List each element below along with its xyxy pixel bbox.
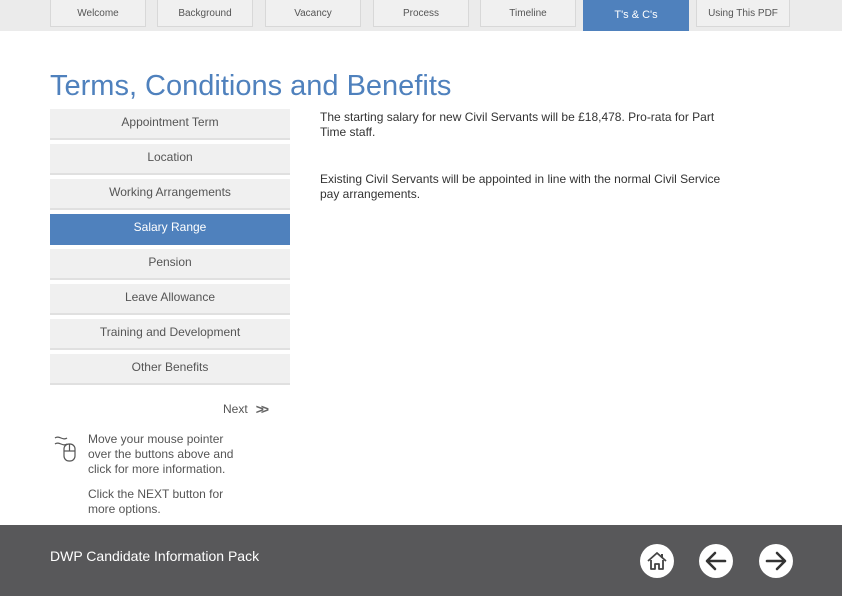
forward-button[interactable] [759,544,793,578]
arrow-left-icon [703,548,729,574]
top-navigation-bar [0,0,842,31]
next-hint-text: Click the NEXT button for more options. [88,487,224,516]
tab-timeline[interactable]: Timeline [480,0,576,27]
home-icon [644,548,670,574]
page-title: Terms, Conditions and Benefits [50,70,452,102]
mouse-hint-text: Move your mouse pointer over the buttons above and click for more information. [88,432,234,476]
menu-item-salary-range[interactable]: Salary Range [50,214,290,245]
salary-paragraph-2: Existing Civil Servants will be appointed in line with the normal Civil Service pay arrangements. [320,172,721,201]
arrow-right-icon [763,548,789,574]
tab-ts-and-cs[interactable]: T's & C's [583,0,689,31]
home-button[interactable] [640,544,674,578]
back-button[interactable] [699,544,733,578]
tab-background[interactable]: Background [157,0,253,27]
menu-item-other-benefits[interactable]: Other Benefits [50,354,290,385]
menu-item-appointment-term[interactable]: Appointment Term [50,109,290,140]
next-label: Next [223,402,248,416]
tab-process[interactable]: Process [373,0,469,27]
footer-title: DWP Candidate Information Pack [50,548,260,564]
mouse-icon [53,434,79,464]
menu-item-pension[interactable]: Pension [50,249,290,280]
menu-item-leave-allowance[interactable]: Leave Allowance [50,284,290,315]
menu-item-location[interactable]: Location [50,144,290,175]
menu-item-working-arrangements[interactable]: Working Arrangements [50,179,290,210]
next-button[interactable] [223,401,266,417]
tab-vacancy[interactable]: Vacancy [265,0,361,27]
double-chevron-right-icon: >> [255,401,267,417]
menu-item-training-and-development[interactable]: Training and Development [50,319,290,350]
salary-paragraph-1: The starting salary for new Civil Servants will be £18,478. Pro-rata for Part Time staff. [320,110,715,139]
tab-welcome[interactable]: Welcome [50,0,146,27]
tab-using-this-pdf[interactable]: Using This PDF [696,0,790,27]
footer-bar [0,525,842,596]
